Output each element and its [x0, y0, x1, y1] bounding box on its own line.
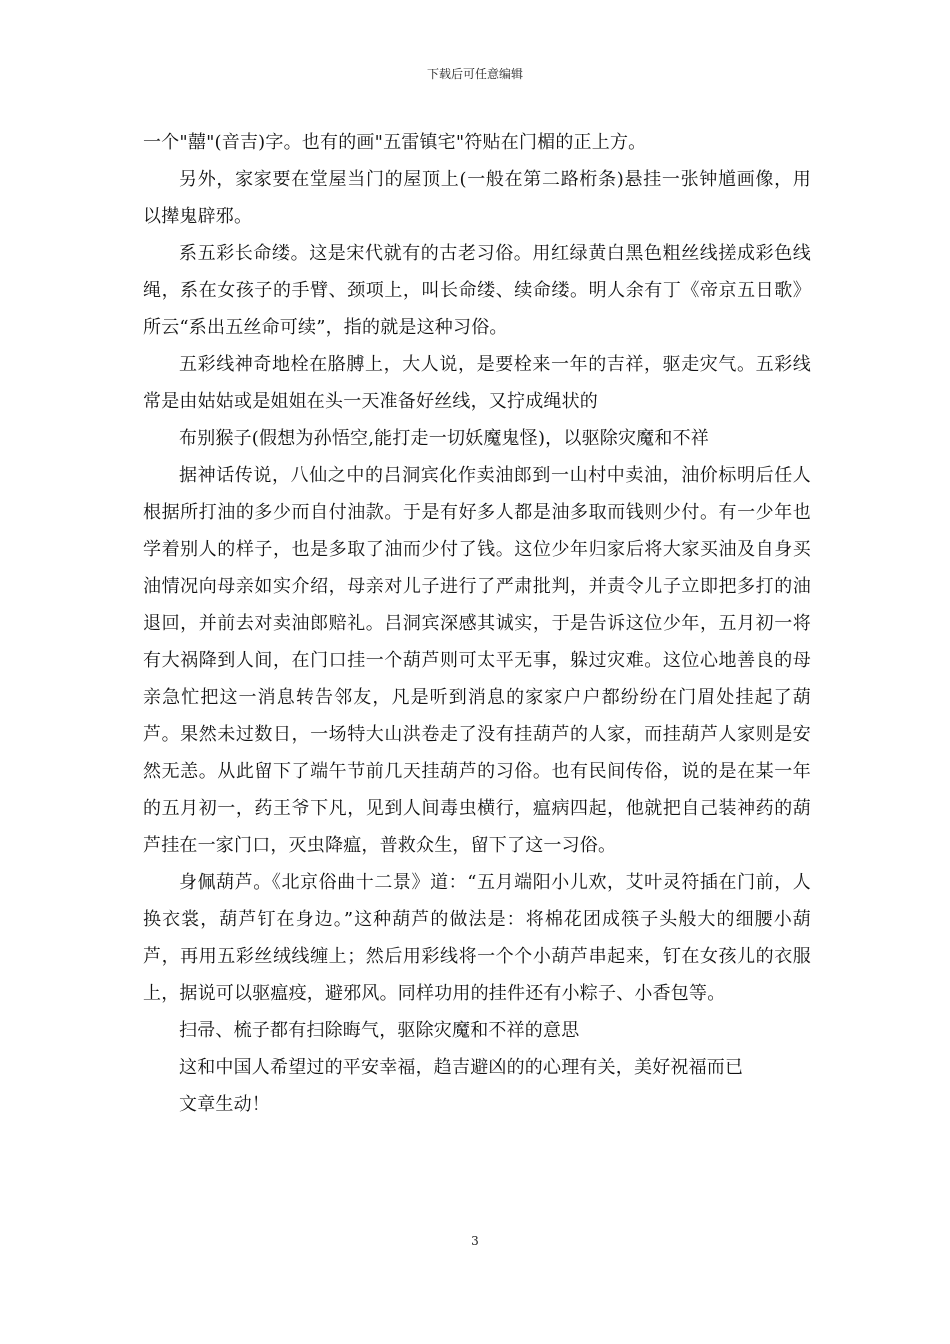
- page-header: 下载后可任意编辑: [426, 67, 523, 81]
- paragraph-7: 身佩葫芦。《北京俗曲十二景》道：“五月端阳小儿欢，艾叶灵符插在门前，人换衣裳，葫芦钉在身边。”这种葫芦的做法是：将棉花团成筷子头般大的细腰小葫芦，再用五彩丝绒线缠上；然后用彩线将一个个小葫芦串起来，钉在女孩儿的衣服上，据说可以驱瘟疫，避邪风。同样功用的挂件还有小粽子、小香包等。: [143, 872, 811, 1004]
- paragraph-6: 据神话传说，八仙之中的吕洞宾化作卖油郎到一山村中卖油，油价标明后任人根据所打油的多少而自付油款。于是有好多人都是油多取而钱则少付。有一少年也学着别人的样子，也是多取了油而少付了钱。这位少年归家后将大家买油及自身买油情况向母亲如实介绍，母亲对儿子进行了严肃批判，并责令儿子立即把多打的油退回，并前去对卖油郎赔礼。吕洞宾深感其诚实，于是告诉这位少年，五月初一将有大祸降到人间，在门口挂一个葫芦则可太平无事，躲过灾难。这位心地善良的母亲急忙把这一消息转告邻友，凡是听到消息的家家户户都纷纷在门眉处挂起了葫芦。果然未过数日，一场特大山洪卷走了没有挂葫芦的人家，而挂葫芦人家则是安然无恙。从此留下了端午节前几天挂葫芦的习俗。也有民间传俗，说的是在某一年的五月初一，药王爷下凡，见到人间毒虫横行，瘟病四起，他就把自己装神药的葫芦挂在一家门口，灭虫降瘟，普救众生，留下了这一习俗。: [143, 465, 811, 856]
- paragraph-4: 五彩线神奇地栓在胳膊上，大人说，是要栓来一年的吉祥，驱走灾气。五彩线常是由姑姑或是姐姐在头一天准备好丝线，又拧成绳状的: [143, 354, 811, 412]
- page-number: 3: [471, 1234, 479, 1248]
- paragraph-9: 这和中国人希望过的平安幸福，趋吉避凶的的心理有关，美好祝福而已: [179, 1057, 744, 1078]
- paragraph-8: 扫帚、梳子都有扫除晦气，驱除灾魔和不祥的意思: [179, 1020, 580, 1041]
- paragraph-3: 系五彩长命缕。这是宋代就有的古老习俗。用红绿黄白黑色粗丝线搓成彩色线绳，系在女孩子的手臂、颈项上，叫长命缕、续命缕。明人余有丁《帝京五日歌》所云“系出五丝命可续”，指的就是这种习俗。: [143, 243, 811, 338]
- document-body: [143, 124, 811, 1123]
- paragraph-1: 一个"囍"(音吉)字。也有的画"五雷镇宅"符贴在门楣的正上方。: [143, 132, 647, 153]
- paragraph-5: 布别猴子(假想为孙悟空,能打走一切妖魔鬼怪)，以驱除灾魔和不祥: [179, 428, 709, 449]
- paragraph-10: 文章生动！: [179, 1094, 270, 1115]
- paragraph-2: 另外，家家要在堂屋当门的屋顶上(一般在第二路桁条)悬挂一张钟馗画像，用以撵鬼辟邪。: [143, 169, 811, 227]
